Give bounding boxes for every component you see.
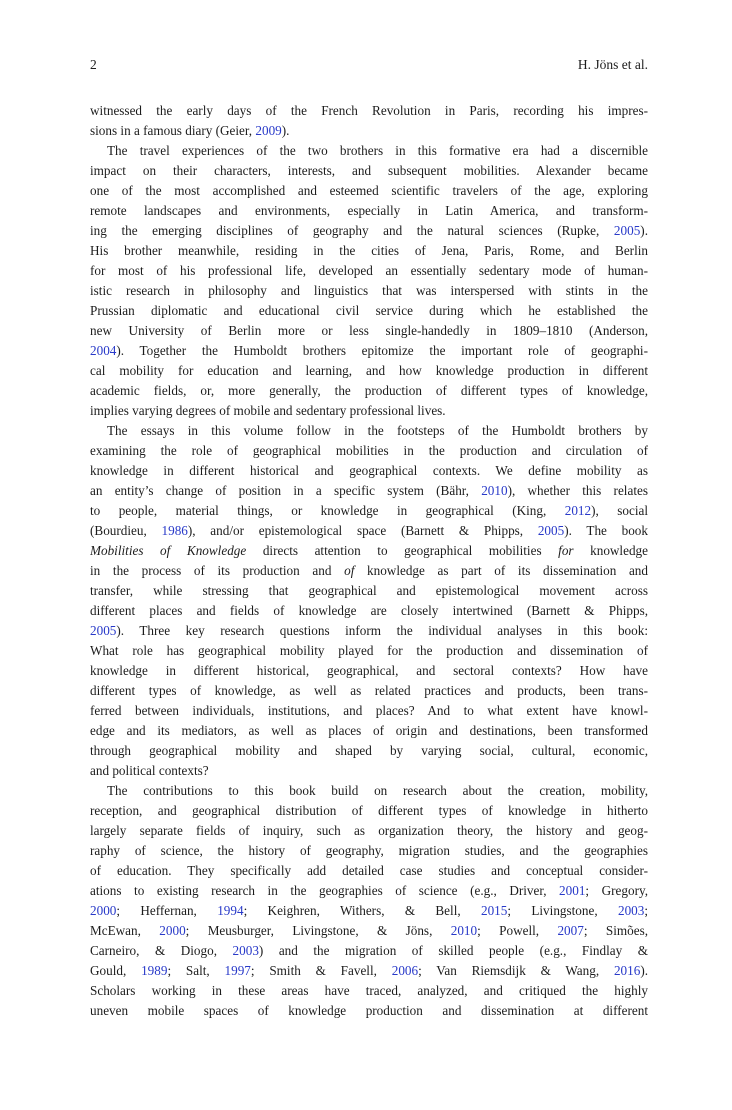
text-run: ; Van Riemsdijk & Wang, <box>418 963 614 978</box>
text-run: ing the emerging disciplines of geography and the natural sciences (Rupke, <box>90 223 614 238</box>
text-run: impact on their characters, interests, and subsequent mobilities. Alexander became <box>90 163 648 178</box>
text-line <box>90 821 648 841</box>
text-run: transfer, while stressing that geographical and epistemological movement across <box>90 583 648 598</box>
running-head <box>90 55 648 75</box>
text-run: What role has geographical mobility played for the production and dissemination of <box>90 643 648 658</box>
text-run: different types of knowledge, as well as related practices and products, been trans- <box>90 683 648 698</box>
text-run: McEwan, <box>90 923 160 938</box>
text-run: ; Gregory, <box>585 883 648 898</box>
text-run: knowledge in different historical, geographical, and sectoral contexts? How have <box>90 663 648 678</box>
citation-link[interactable]: 2001 <box>559 883 586 898</box>
text-line <box>90 941 648 961</box>
text-line <box>90 561 648 581</box>
text-run: ; Meusburger, Livingstone, & Jöns, <box>185 923 451 938</box>
text-line <box>90 741 648 761</box>
citation-link[interactable]: 1997 <box>224 963 251 978</box>
citation-link[interactable]: 1989 <box>141 963 168 978</box>
text-run: ), and/or epistemological space (Barnett & Phipps, <box>187 523 538 538</box>
text-line <box>90 581 648 601</box>
citation-link[interactable]: 2010 <box>450 923 478 938</box>
text-line <box>90 961 648 981</box>
text-line <box>90 601 648 621</box>
text-line <box>90 441 648 461</box>
text-line <box>90 361 648 381</box>
text-run: remote landscapes and environments, especially in Latin America, and transform- <box>90 203 648 218</box>
text-run: ; Simões, <box>583 923 648 938</box>
text-line <box>90 301 648 321</box>
text-run: ; Livingstone, <box>507 903 618 918</box>
text-run: academic fields, or, more generally, the production of different types of knowledge, <box>90 383 648 398</box>
text-run: witnessed the early days of the French Revolution in Paris, recording his impres- <box>90 103 648 118</box>
text-line <box>90 501 648 521</box>
citation-link[interactable]: 2010 <box>481 483 508 498</box>
text-line <box>90 881 648 901</box>
italic-text: Mobilities of Knowledge <box>90 543 247 558</box>
italic-text: for <box>558 543 574 558</box>
text-line <box>90 241 648 261</box>
paragraph <box>90 101 648 141</box>
text-line <box>90 461 648 481</box>
citation-link[interactable]: 2009 <box>255 123 282 138</box>
text-line <box>90 181 648 201</box>
text-run: ). Three key research questions inform the individual analyses in this book: <box>116 623 648 638</box>
citation-link[interactable]: 2016 <box>613 963 641 978</box>
text-run: ). The book <box>564 523 648 538</box>
text-run: ; Powell, <box>477 923 558 938</box>
text-line <box>90 101 648 121</box>
text-run: directs attention to geographical mobilities <box>246 543 559 558</box>
text-line <box>90 621 648 641</box>
text-run: in the process of its production and <box>90 563 345 578</box>
citation-link[interactable]: 2006 <box>391 963 419 978</box>
text-run: The essays in this volume follow in the footsteps of the Humboldt brothers by <box>107 423 648 438</box>
text-line <box>90 1001 648 1021</box>
text-run: Scholars working in these areas have traced, analyzed, and critiqued the highly <box>90 983 648 998</box>
text-run: of education. They specifically add detailed case studies and conceptual consider- <box>90 863 648 878</box>
text-line <box>90 321 648 341</box>
text-run: new University of Berlin more or less single-handedly in 1809–1810 (Anderson, <box>90 323 648 338</box>
citation-link[interactable]: 2003 <box>617 903 645 918</box>
text-line <box>90 701 648 721</box>
text-line <box>90 541 648 561</box>
text-run: sions in a famous diary (Geier, <box>90 123 256 138</box>
text-line <box>90 121 648 141</box>
text-line <box>90 421 648 441</box>
italic-text: of <box>344 563 355 578</box>
text-run: Carneiro, & Diogo, <box>90 943 233 958</box>
text-line <box>90 521 648 541</box>
text-run: implies varying degrees of mobile and sedentary professional lives. <box>90 403 446 418</box>
text-line <box>90 861 648 881</box>
text-run: ferred between individuals, institutions, and places? And to what extent have knowl- <box>90 703 648 718</box>
citation-link[interactable]: 2015 <box>480 903 508 918</box>
text-run: one of the most accomplished and esteemed scientific travelers of the age, exploring <box>90 183 648 198</box>
text-run: (Bourdieu, <box>90 523 162 538</box>
text-line <box>90 661 648 681</box>
text-line <box>90 201 648 221</box>
text-run: istic research in philosophy and linguistics that was interspersed with stints in the <box>90 283 648 298</box>
text-run: Prussian diplomatic and educational civil service during which he established the <box>90 303 648 318</box>
text-line <box>90 921 648 941</box>
text-run: to people, material things, or knowledge in geographical (King, <box>90 503 565 518</box>
text-run: examining the role of geographical mobilities in the production and circulation of <box>90 443 648 458</box>
text-run: uneven mobile spaces of knowledge production and dissemination at different <box>90 1003 648 1018</box>
text-run: ) and the migration of skilled people (e.g., Findlay & <box>258 943 648 958</box>
text-line <box>90 481 648 501</box>
citation-link[interactable]: 2005 <box>537 523 565 538</box>
text-line <box>90 221 648 241</box>
running-title: H. Jöns et al. <box>577 57 648 72</box>
text-run: ; Smith & Favell, <box>250 963 392 978</box>
text-line <box>90 341 648 361</box>
text-run: cal mobility for education and learning, and how knowledge production in different <box>90 363 648 378</box>
text-run: ; Heffernan, <box>116 903 218 918</box>
text-run: raphy of science, the history of geography, migration studies, and the geographies <box>90 843 648 858</box>
text-line <box>90 841 648 861</box>
citation-link[interactable]: 2007 <box>557 923 584 938</box>
text-line <box>90 901 648 921</box>
citation-link[interactable]: 2003 <box>232 943 259 958</box>
text-run: ), social <box>591 503 648 518</box>
text-run: an entity’s change of position in a specific system (Bähr, <box>90 483 482 498</box>
text-run: reception, and geographical distribution of different types of knowledge in hitherto <box>90 803 648 818</box>
text-line <box>90 721 648 741</box>
text-run: His brother meanwhile, residing in the cities of Jena, Paris, Rome, and Berlin <box>90 243 648 258</box>
text-run: Gould, <box>90 963 142 978</box>
citation-link[interactable]: 1994 <box>217 903 244 918</box>
text-run: largely separate fields of inquiry, such as organization theory, the history and geog- <box>90 823 648 838</box>
paragraph <box>90 141 648 421</box>
text-run: knowledge <box>573 543 648 558</box>
text-run: ), whether this relates <box>507 483 648 498</box>
text-run: for most of his professional life, developed an essentially sedentary mode of human- <box>90 263 648 278</box>
text-line <box>90 981 648 1001</box>
text-run: different places and fields of knowledge are closely intertwined (Barnett & Phipps, <box>90 603 648 618</box>
text-run: knowledge as part of its dissemination and <box>354 563 648 578</box>
text-run: ). <box>281 123 290 138</box>
text-line <box>90 781 648 801</box>
text-line <box>90 681 648 701</box>
text-run: ; Keighren, Withers, & Bell, <box>243 903 481 918</box>
text-line <box>90 761 648 781</box>
text-run: ations to existing research in the geographies of science (e.g., Driver, <box>90 883 560 898</box>
page-number: 2 <box>90 57 97 72</box>
text-run: through geographical mobility and shaped by varying social, cultural, economic, <box>90 743 648 758</box>
citation-link[interactable]: 2005 <box>90 623 117 638</box>
text-run: ; Salt, <box>167 963 225 978</box>
text-line <box>90 801 648 821</box>
citation-link[interactable]: 2012 <box>564 503 592 518</box>
citation-link[interactable]: 2000 <box>90 903 117 918</box>
paragraph <box>90 781 648 1021</box>
text-run: ). <box>640 963 648 978</box>
text-line <box>90 261 648 281</box>
text-run: knowledge in different historical and geographical contexts. We define mobility as <box>90 463 648 478</box>
text-line <box>90 401 648 421</box>
body-text <box>90 101 648 1021</box>
text-run: ). <box>640 223 648 238</box>
text-run: The contributions to this book build on research about the creation, mobility, <box>107 783 648 798</box>
text-line <box>90 141 648 161</box>
citation-link[interactable]: 1986 <box>161 523 188 538</box>
text-line <box>90 281 648 301</box>
text-line <box>90 161 648 181</box>
text-run: ). Together the Humboldt brothers epitomize the important role of geographi- <box>116 343 648 358</box>
citation-link[interactable]: 2000 <box>159 923 186 938</box>
text-line <box>90 381 648 401</box>
citation-link[interactable]: 2004 <box>90 343 117 358</box>
text-run: and political contexts? <box>90 763 209 778</box>
paragraph <box>90 421 648 781</box>
text-run: The travel experiences of the two brothers in this formative era had a discernible <box>107 143 648 158</box>
text-run: ; <box>644 903 648 918</box>
citation-link[interactable]: 2005 <box>613 223 641 238</box>
text-line <box>90 641 648 661</box>
text-run: edge and its mediators, as well as places of origin and destinations, been transformed <box>90 723 648 738</box>
